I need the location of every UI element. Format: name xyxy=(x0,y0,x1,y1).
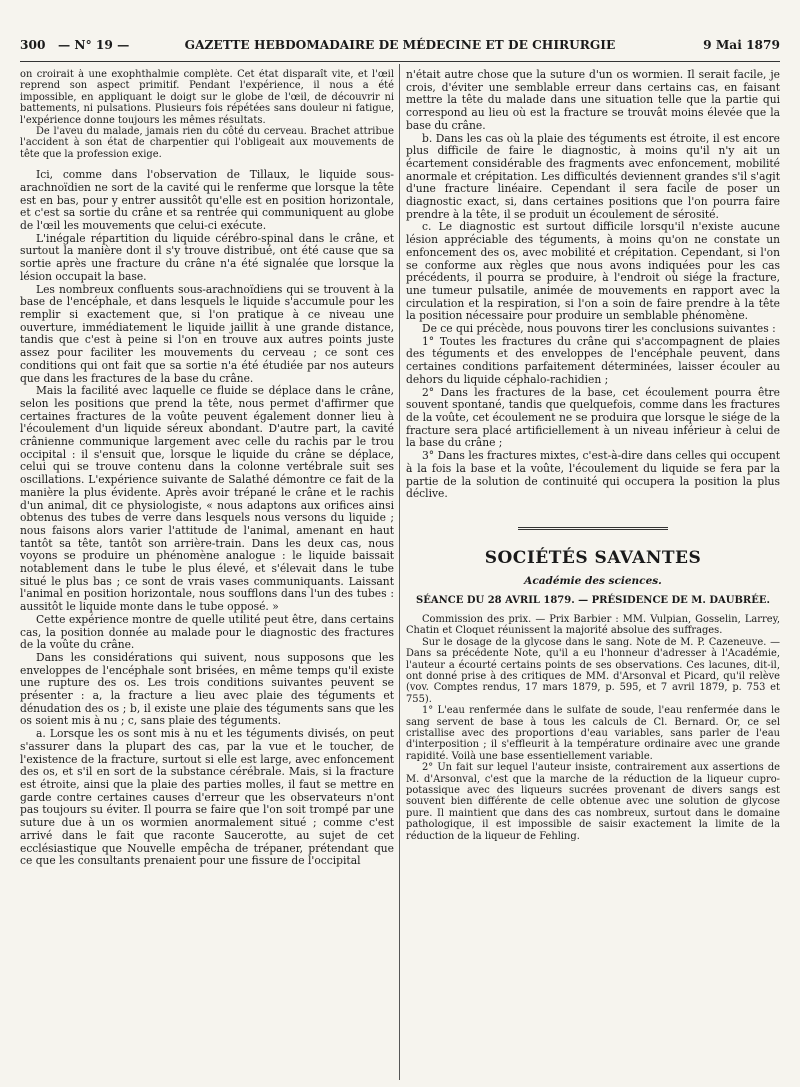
paragraph: Cette expérience montre de quelle utilité peut être, dans certains cas, la position donnée au malade pour le diagnostic des fractures de la voûte du crâne. xyxy=(20,612,394,652)
paragraph: De ce qui précède, nous pouvons tirer les conclusions suivantes : xyxy=(422,322,776,336)
paragraph: n'était autre chose que la suture d'un os wormien. Il serait facile, je crois, d'éviter une semblable erreur dans certains cas, en faisant mettre la tête du malade dans une situation telle que la partie qui correspond au lieu où est la fracture se trouvât moins élevée que la base du crâne. xyxy=(406,69,780,132)
paragraph: b. Dans les cas où la plaie des téguments est étroite, il est encore plus difficile de faire le diagnostic, à moins qu'il n'y ait un écartement considérable des fragments avec enfoncement, mobilité anormale et crépitation. Les difficultés deviennent grandes s'il s'agit d'une fracture linéaire. Cependant il sera facile de poser un diagnostic exact, si, dans certaines positions que l'on pourra faire prendre à la tête, il se produit un écoulement de sérosité. xyxy=(406,131,780,221)
paragraph: Les nombreux confluents sous-arachnoïdiens qui se trouvent à la base de l'encéphale, et dans lesquels le liquide s'accumule pour les remplir si exactement que, si l'on pratique à ce niveau une ouverture, immédiatement le liquide jaillit à une grande distance, tandis que c'est à peine si l'on en trouve aux autres points juste assez pour faciliter les mouvements du cerveau ; ce sont ces conditions qui ont fait que sa sortie n'a été étudiée par nos auteurs que dans les fractures de la base du crâne. xyxy=(20,282,394,385)
paragraph: on croirait à une exophthalmie complète. Cet état disparaît vite, et l'œil reprend son aspect primitif. Pendant l'expérience, il nous a été impossible, en appliquant le doigt sur le globe de l'œil, de découvrir ni battements, ni pulsations. Plusieurs fois répétées sans douleur ni fatigue, l'expérience donne toujours les mêmes résultats. xyxy=(20,69,394,126)
issue-number: — N° 19 — xyxy=(58,38,130,52)
paragraph: Sur le dosage de la glycose dans le sang. Note de M. P. Cazeneuve. — Dans sa précédente Note, qu'il a eu l'honneur d'adresser à l'Académie, l'auteur a écourté certains points de ses observations. Ces lacunes, dit-il, ont donné prise à des critiques de MM. d'Arsonval et Picard, qu'il relève (vov. Comptes rendus, 17 mars 1879, p. 595, et 7 avril 1879, p. 753 et 755). xyxy=(406,636,780,705)
header-rule xyxy=(20,61,780,62)
paragraph: 2° Dans les fractures de la base, cet écoulement pourra être souvent spontané, tandis que quelquefois, comme dans les fractures de la voûte, cet écoulement ne se produira que lorsque le siége de la fracture sera placé artificiellement à un niveau inférieur à celui de la base du crâne ; xyxy=(406,385,780,450)
section-title: SOCIÉTÉS SAVANTES xyxy=(484,547,702,568)
section-separator xyxy=(518,527,668,532)
subsection-title: Académie des sciences. xyxy=(524,574,662,587)
seance-heading: SÉANCE DU 28 AVRIL 1879. — PRÉSIDENCE DE M. DAUBRÉE. xyxy=(416,594,770,606)
paragraph: L'inégale répartition du liquide cérébro-spinal dans le crâne, et surtout la manière dont il s'y trouve distribué, ont été cause que sa sortie après une fracture du crâne n'a été signalée que lorsque la lésion occupait la base. xyxy=(20,231,394,283)
paragraph: Commission des prix. — Prix Barbier : MM. Vulpian, Gosselin, Larrey, Chatin et Cloquet réunissent la majorité absolue des suffrages. xyxy=(406,613,780,637)
paragraph: a. Lorsque les os sont mis à nu et les téguments divisés, on peut s'assurer dans la plupart des cas, par la vue et le toucher, de l'existence de la fracture, surtout si elle est large, avec enfoncement des os, et s'il en sort de la substance cérébrale. Mais, si la fracture est étroite, ainsi que la plaie des parties molles, il faut se mettre en garde contre certaines causes d'erreur que les observateurs n'ont pas toujours su éviter. Il pourra se faire que l'on soit trompé par une suture due à un os wormien anormalement situé ; comme c'est arrivé dans le fait que raconte Saucerotte, au sujet de cet ecclésiastique que Nouvelle empêcha de trépaner, prétendant que ce que les consultants prenaient pour une fissure de l'occipital xyxy=(20,727,394,868)
left-column xyxy=(20,69,394,1083)
paragraph: 2° Un fait sur lequel l'auteur insiste, contrairement aux assertions de M. d'Arsonval, c'est que la marche de la réduction de la liqueur cupro-potassique avec des liqueurs sucrées provenant de divers sangs est souvent bien différente de celle obtenue avec une solution de glycose pure. Il maintient que dans des cas nombreux, surtout dans le domaine pathologique, il est impossible de saisir exactement la limite de la réduction de la liqueur de Fehling. xyxy=(406,762,780,842)
paragraph: 3° Dans les fractures mixtes, c'est-à-dire dans celles qui occupent à la fois la base et la voûte, l'écoulement du liquide se fera par la partie de la solution de continuité qui occupera la position la plus déclive. xyxy=(406,449,780,501)
paragraph: De l'aveu du malade, jamais rien du côté du cerveau. Brachet attribue l'accident à son état de charpentier qui l'obligeait aux mouvements de tête que la profession exige. xyxy=(20,126,394,160)
paragraph: 1° L'eau renfermée dans le sulfate de soude, l'eau renfermée dans le sang servent de base à tous les calculs de Cl. Bernard. Or, ce sel cristallise avec des proportions d'eau variables, sans parler de l'eau d'interposition ; il s'effleurit à la température ordinaire avec une grande rapidité. Voilà une base essentiellement variable. xyxy=(406,705,780,762)
paragraph: 1° Toutes les fractures du crâne qui s'accompagnent de plaies des téguments et des enveloppes de l'encéphale peuvent, dans certaines conditions parfaitement déterminées, laisser écouler au dehors du liquide céphalo-rachidien ; xyxy=(406,334,780,386)
journal-title: GAZETTE HEBDOMADAIRE DE MÉDECINE ET DE CHIRURGIE xyxy=(184,38,616,52)
page-header xyxy=(20,38,780,60)
paragraph: Mais la facilité avec laquelle ce fluide se déplace dans le crâne, selon les positions que prend la tête, nous permet d'affirmer que certaines fractures de la voûte peuvent également donner lieu à l'écoulement d'un liquide séreux abondant. D'autre part, la cavité crânienne communique largement avec celle du rachis par le trou occipital : il s'ensuit que, lorsque le liquide du crâne se déplace, celui qui se trouve contenu dans la colonne vertébrale suit ses oscillations. L'expérience suivante de Salathé démontre ce fait de la manière la plus évidente. Après avoir trépané le crâne et le rachis d'un animal, dit ce physiologiste, « nous adaptons aux orifices ainsi obtenus des tubes de verre dans lesquels nous versons du liquide ; nous faisons alors varier l'attitude de l'animal, amenant en haut tantôt sa tête, tantôt son arrière-train. Dans les deux cas, nous voyons se produire un phénomène analogue : le liquide baissait notablement dans le tube le plus élevé, et s'élevait dans le tube situé le plus bas ; ce sont de vrais vases communiquants. Laissant l'animal en position horizontale, nous soufflons dans l'un des tubes : aussitôt le liquide monte dans le tube opposé. » xyxy=(20,384,394,614)
page-number: 300 xyxy=(20,38,46,52)
paragraph: c. Le diagnostic est surtout difficile lorsqu'il n'existe aucune lésion appréciable des téguments, à moins qu'on ne constate un enfoncement des os, avec mobilité et crépitation. Cependant, si l'on se conforme aux règles que nous avons indiquées pour les cas précédents, il pourra se produire, à l'endroit où siége la fracture, une tumeur pulsatile, animée de mouvements en rapport avec la circulation et la respiration, si l'on a soin de faire prendre à la tête la position nécessaire pour produire un semblable phénomène. xyxy=(406,220,780,323)
issue-date: 9 Mai 1879 xyxy=(703,38,780,52)
paragraph: Dans les considérations qui suivent, nous supposons que les enveloppes de l'encéphale sont brisées, en même temps qu'il existe une rupture des os. Les trois conditions suivantes peuvent se présenter : a, la fracture a lieu avec plaie des téguments et dénudation des os ; b, il existe une plaie des téguments sans que les os soient mis à nu ; c, sans plaie des téguments. xyxy=(20,650,394,728)
right-column xyxy=(406,69,780,1083)
paragraph: Ici, comme dans l'observation de Tillaux, le liquide sous-arachnoïdien ne sort de la cavité qui le renferme que lorsque la tête est en bas, pour y entrer aussitôt qu'elle est en position horizontale, et c'est sa sortie du crâne et sa rentrée qui communiquent au globe de l'œil les mouvements que celui-ci exécute. xyxy=(20,168,394,233)
column-divider xyxy=(399,64,400,1080)
